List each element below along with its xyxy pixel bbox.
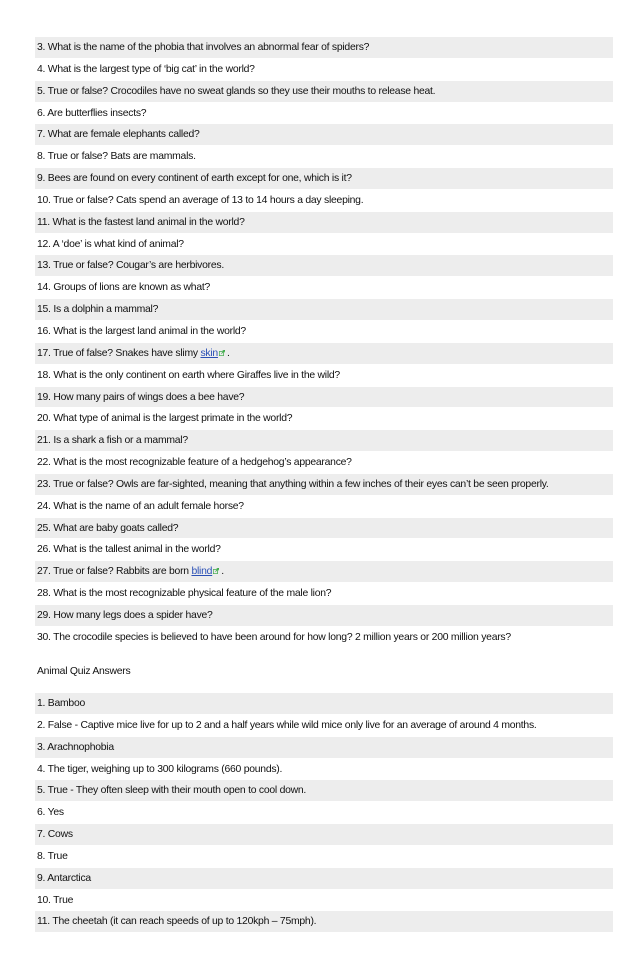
question-row — [35, 37, 613, 59]
questions-list — [35, 37, 613, 649]
inline-link[interactable]: skin — [200, 347, 218, 359]
question-row — [35, 255, 613, 277]
question-row — [35, 168, 613, 190]
question-row — [35, 124, 613, 146]
question-row — [35, 190, 613, 212]
question-row-text: 28. What is the most recognizable physical feature of the male lion? — [37, 588, 332, 600]
question-row — [35, 234, 613, 256]
inline-link[interactable]: blind — [191, 566, 213, 578]
question-row — [35, 321, 613, 343]
question-row-text: 26. What is the tallest animal in the world? — [37, 544, 221, 556]
question-row-text: 4. What is the largest type of ‘big cat’ in the world? — [37, 63, 255, 75]
question-row — [35, 539, 613, 561]
answer-row-text: 1. Bamboo — [37, 698, 86, 709]
question-row-text: 14. Groups of lions are known as what? — [37, 282, 211, 294]
question-row-text: 13. True or false? Cougar’s are herbivores. — [37, 260, 224, 272]
question-row-text: 8. True or false? Bats are mammals. — [37, 151, 196, 163]
question-row-text: 15. Is a dolphin a mammal? — [37, 304, 159, 316]
external-link-icon[interactable] — [219, 343, 225, 349]
answer-row — [35, 846, 613, 868]
answer-row-text: 8. True — [37, 850, 68, 862]
answer-row — [35, 737, 613, 759]
question-row — [35, 583, 613, 605]
question-row-text: 11. What is the fastest land animal in the world? — [37, 216, 245, 228]
question-row — [35, 452, 613, 474]
question-row-text: 30. The crocodile species is believed to have been around for how long? 2 million years or 200 million years? — [37, 631, 511, 643]
question-row-text: 12. A ‘doe’ is what kind of animal? — [37, 238, 184, 250]
question-row-text: 25. What are baby goats called? — [37, 522, 179, 534]
external-link-icon[interactable] — [213, 561, 219, 567]
question-row — [35, 212, 613, 234]
question-row-text: 7. What are female elephants called? — [37, 129, 200, 141]
question-row-text: 21. Is a shark a fish or a mammal? — [37, 435, 188, 447]
question-row-text: 27. True or false? Rabbits are born — [37, 566, 192, 578]
question-row-text: 29. How many legs does a spider have? — [37, 609, 213, 621]
question-row — [35, 496, 613, 518]
question-row-text: 24. What is the name of an adult female horse? — [37, 500, 244, 512]
question-row — [35, 627, 613, 649]
answer-row — [35, 780, 613, 802]
question-row-text: 9. Bees are found on every continent of earth except for one, which is it? — [37, 173, 352, 185]
answer-row — [35, 911, 613, 933]
answer-row — [35, 693, 613, 715]
question-row — [35, 408, 613, 430]
answer-row-text: 2. False - Captive mice live for up to 2 and a half years while wild mice only live for an average of around 4 months. — [37, 719, 537, 731]
answer-row — [35, 824, 613, 846]
question-row-text: 17. True of false? Snakes have slimy — [37, 347, 201, 359]
question-row-text: 20. What type of animal is the largest primate in the world? — [37, 413, 293, 425]
answer-row-text: 6. Yes — [37, 807, 64, 819]
question-row — [35, 430, 613, 452]
question-row — [35, 277, 613, 299]
question-row-suffix: . — [226, 347, 230, 359]
answer-row-text: 10. True — [37, 894, 74, 906]
question-row — [35, 561, 613, 583]
question-row — [35, 387, 613, 409]
answers-heading: Animal Quiz Answers — [37, 666, 131, 677]
answer-row — [35, 890, 613, 912]
answer-row — [35, 868, 613, 890]
answer-row-text: 7. Cows — [37, 829, 73, 841]
question-row-text: 18. What is the only continent on earth where Giraffes live in the wild? — [37, 369, 340, 381]
question-row — [35, 518, 613, 540]
question-row — [35, 343, 613, 365]
question-row-text: 6. Are butterflies insects? — [37, 107, 147, 119]
question-row-text: 19. How many pairs of wings does a bee have? — [37, 391, 245, 403]
answer-row-text: 4. The tiger, weighing up to 300 kilograms (660 pounds). — [37, 763, 283, 775]
answer-row — [35, 715, 613, 737]
answers-list — [35, 693, 613, 933]
question-row-text: 5. True or false? Crocodiles have no sweat glands so they use their mouths to release heat. — [37, 85, 436, 97]
answer-row — [35, 802, 613, 824]
question-row-text: 16. What is the largest land animal in the world? — [37, 325, 246, 337]
question-row — [35, 605, 613, 627]
question-row-text: 3. What is the name of the phobia that involves an abnormal fear of spiders? — [37, 42, 370, 53]
answer-row-text: 3. Arachnophobia — [37, 741, 114, 753]
question-row — [35, 103, 613, 125]
answer-row-text: 5. True - They often sleep with their mouth open to cool down. — [37, 785, 307, 797]
question-row — [35, 474, 613, 496]
question-row — [35, 81, 613, 103]
question-row — [35, 59, 613, 81]
question-row-text: 23. True or false? Owls are far-sighted, meaning that anything within a few inches of their eyes can’t be seen properly. — [37, 478, 549, 490]
question-row-text: 10. True or false? Cats spend an average of 13 to 14 hours a day sleeping. — [37, 194, 364, 206]
question-row — [35, 299, 613, 321]
answer-row-text: 9. Antarctica — [37, 872, 91, 884]
question-row-suffix: . — [221, 566, 224, 578]
question-row — [35, 365, 613, 387]
answer-row — [35, 759, 613, 781]
question-row — [35, 146, 613, 168]
answer-row-text: 11. The cheetah (it can reach speeds of up to 120kph – 75mph). — [37, 916, 317, 928]
question-row-text: 22. What is the most recognizable feature of a hedgehog’s appearance? — [37, 457, 352, 469]
